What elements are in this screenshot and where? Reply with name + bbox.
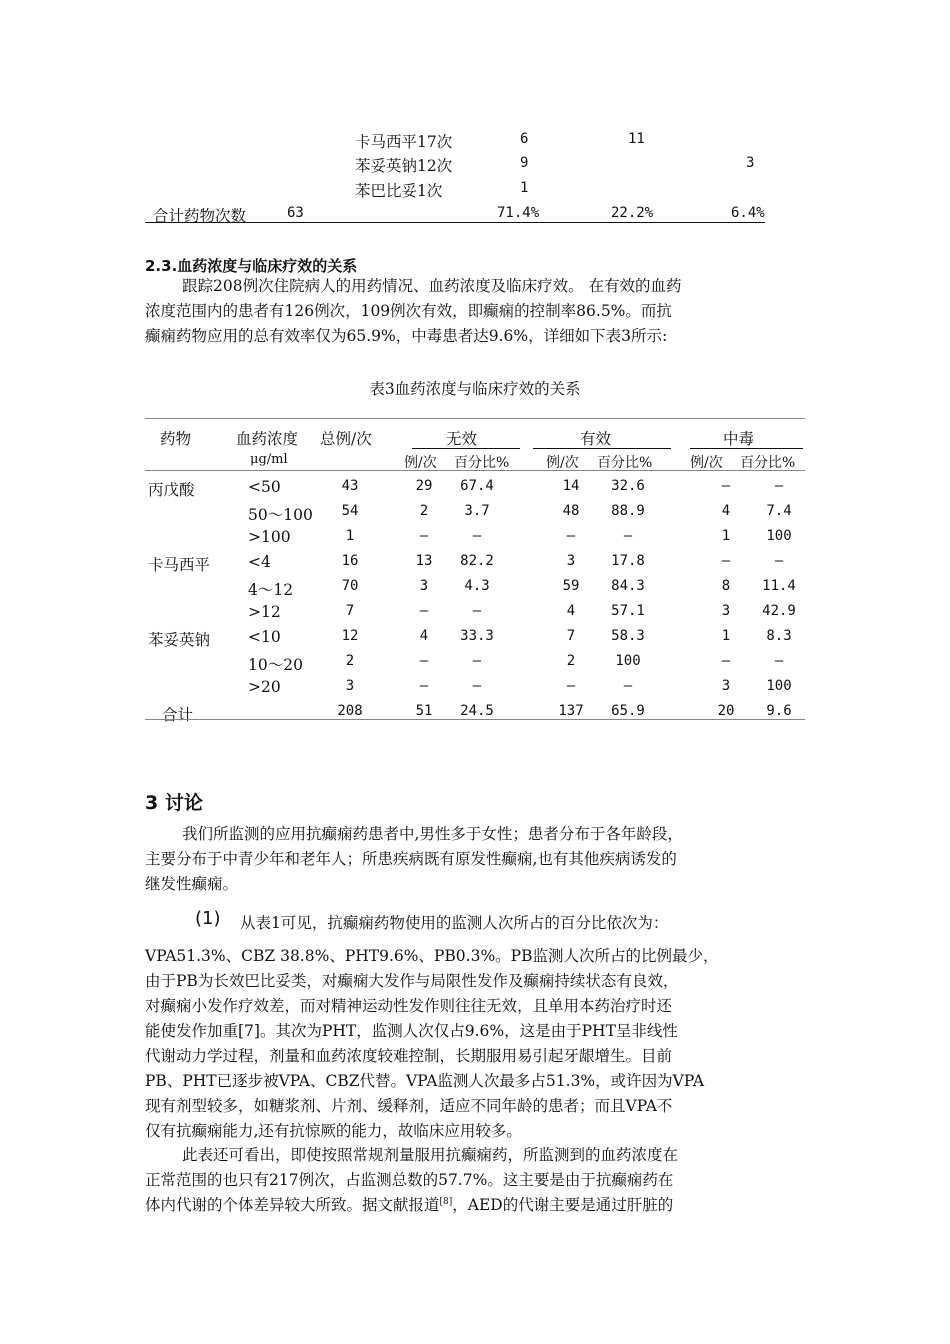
- section-23-heading: 2.3.血药浓度与临床疗效的关系: [145, 257, 358, 275]
- paragraph-line: [145, 1193, 810, 1218]
- table3-cell-bp: 58.3: [611, 628, 645, 644]
- paragraph-line: 此表还可看出，即使按照常规剂量服用抗癫痫药，所监测到的血药浓度在: [182, 1146, 679, 1164]
- paragraph-line: 主要分布于中青少年和老年人；所患疾病既有原发性癫痫,也有其他疾病诱发的: [145, 850, 677, 868]
- table3-cell-cp: —: [774, 478, 784, 494]
- prev-row-drug: 苯巴比妥1次: [355, 182, 443, 200]
- header-group-toxic: 中毒: [723, 430, 755, 448]
- table3-cell-total: 12: [341, 628, 359, 644]
- header-pct: 百分比%: [597, 455, 653, 471]
- paragraph-line: 对癫痫小发作疗效差，而对精神运动性发作则往往无效，且单用本药治疗时还: [145, 997, 673, 1015]
- table3-cell-ap: 67.4: [460, 478, 494, 494]
- table3-cell-a: 2: [419, 503, 429, 519]
- prev-row-cell: 9: [520, 155, 529, 171]
- discussion-paragraph-1: [145, 822, 810, 897]
- prev-row-drug: 苯妥英钠12次: [355, 157, 453, 175]
- group-rule: [533, 448, 671, 449]
- table3-cell-drug: 丙戊酸: [148, 481, 195, 499]
- table3-cell-a: 51: [415, 703, 433, 719]
- table3-cell-c: 8: [721, 578, 731, 594]
- paragraph-line: 我们所监测的应用抗癫痫药患者中,男性多于女性；患者分布于各年龄段，: [182, 825, 683, 843]
- table3-cell-bp: 32.6: [611, 478, 645, 494]
- table3-cell-a: —: [419, 603, 429, 619]
- table3-cell-bp: 57.1: [611, 603, 645, 619]
- table3-cell-ap: —: [472, 653, 482, 669]
- table3-cell-b: 14: [562, 478, 580, 494]
- table3-cell-ap: 4.3: [464, 578, 490, 594]
- table3-cell-c: 3: [721, 678, 731, 694]
- table3-cell-a: —: [419, 528, 429, 544]
- table3-cell-conc: >12: [248, 603, 281, 621]
- table3-cell-c: 3: [721, 603, 731, 619]
- table3-cell-b: 137: [558, 703, 584, 719]
- table3-cell-total: 208: [337, 703, 363, 719]
- table3-cell-total: 16: [341, 553, 359, 569]
- table3-cell-bp: 88.9: [611, 503, 645, 519]
- table3-cell-total: 1: [345, 528, 355, 544]
- table3-cell-a: 3: [419, 578, 429, 594]
- header-unit: μg/ml: [250, 452, 288, 467]
- table3-total-label: 合计: [162, 706, 194, 724]
- discussion-paragraph-3: [145, 1143, 810, 1218]
- table3-cell-b: 4: [566, 603, 576, 619]
- table3-cell-a: 13: [415, 553, 433, 569]
- table3-cell-total: 43: [341, 478, 359, 494]
- header-pct: 百分比%: [740, 455, 796, 471]
- table3-cell-c: 20: [717, 703, 735, 719]
- paragraph-line: 浓度范围内的患者有126例次，109例次有效，即癫痫的控制率86.5%。而抗: [145, 302, 672, 320]
- table3-cell-total: 7: [345, 603, 355, 619]
- prev-total-pct: 6.4%: [731, 205, 765, 221]
- header-cases: 例/次: [404, 455, 437, 471]
- paragraph-line: 从表1可见，抗癫痫药物使用的监测人次所占的百分比依次为：: [240, 914, 669, 932]
- table3-cell-cp: —: [774, 653, 784, 669]
- table3-cell-cp: 7.4: [766, 503, 792, 519]
- table3-cell-total: 70: [341, 578, 359, 594]
- table3-cell-bp: 17.8: [611, 553, 645, 569]
- table3-cell-conc: <10: [248, 628, 281, 646]
- paragraph-line: 代谢动力学过程，剂量和血药浓度较难控制，长期服用易引起牙龈增生。目前: [145, 1047, 673, 1065]
- table3-cell-b: 2: [566, 653, 576, 669]
- table3-cell-cp: 42.9: [762, 603, 796, 619]
- header-group-valid: 有效: [580, 430, 612, 448]
- table3-cell-cp: 8.3: [766, 628, 792, 644]
- table3-cell-ap: —: [472, 603, 482, 619]
- table3-cell-c: 4: [721, 503, 731, 519]
- prev-row-cell: 6: [520, 131, 529, 147]
- citation-ref[interactable]: [8]: [439, 1196, 453, 1207]
- prev-row-drug: 卡马西平17次: [355, 133, 453, 151]
- header-cases: 例/次: [546, 455, 579, 471]
- prev-row-cell: 11: [628, 131, 645, 147]
- item-marker: (1): [195, 908, 221, 929]
- table3-cell-cp: 9.6: [766, 703, 792, 719]
- table3-cell-c: 1: [721, 528, 731, 544]
- table3-cell-a: 29: [415, 478, 433, 494]
- table3-cell-conc: >20: [248, 678, 281, 696]
- section-3-heading: 3 讨论: [145, 792, 203, 814]
- table3-caption: 表3血药浓度与临床疗效的关系: [369, 380, 581, 398]
- table3-bottom-rule: [145, 719, 805, 720]
- table3-cell-conc: <4: [248, 553, 271, 571]
- table3-cell-bp: 65.9: [611, 703, 645, 719]
- table3-cell-ap: 3.7: [464, 503, 490, 519]
- table3-cell-conc: 50～100: [248, 506, 313, 524]
- header-pct: 百分比%: [454, 455, 510, 471]
- paragraph-line: PB、PHT已逐步被VPA、CBZ代替。VPA监测人次最多占51.3%，或许因为VPA: [145, 1072, 705, 1090]
- table3-cell-cp: 100: [766, 678, 792, 694]
- table3-cell-ap: —: [472, 528, 482, 544]
- table3-cell-ap: 33.3: [460, 628, 494, 644]
- header-cases: 例/次: [690, 455, 723, 471]
- table3-header-rule: [145, 470, 805, 471]
- table3-cell-a: —: [419, 653, 429, 669]
- table3-cell-drug: 卡马西平: [148, 556, 211, 574]
- table3-cell-ap: —: [472, 678, 482, 694]
- table3-cell-a: —: [419, 678, 429, 694]
- table3-top-rule: [145, 418, 805, 419]
- table3-cell-total: 3: [345, 678, 355, 694]
- prev-total-pct: 71.4%: [497, 205, 540, 221]
- paragraph-line: 由于PB为长效巴比妥类，对癫痫大发作与局限性发作及癫痫持续状态有良效，: [145, 972, 679, 990]
- table3-cell-b: —: [566, 528, 576, 544]
- table3-cell-ap: 82.2: [460, 553, 494, 569]
- header-conc: 血药浓度: [236, 430, 299, 448]
- prev-row-cell: 3: [746, 155, 755, 171]
- table3-cell-b: 48: [562, 503, 580, 519]
- paragraph-line: 癫痫药物应用的总有效率仅为65.9%，中毒患者达9.6%，详细如下表3所示:: [145, 327, 668, 345]
- table3-cell-ap: 24.5: [460, 703, 494, 719]
- paragraph-line: 现有剂型较多，如糖浆剂、片剂、缓释剂，适应不同年龄的患者；而且VPA不: [145, 1097, 673, 1115]
- section-23-paragraph: [145, 274, 810, 349]
- header-total: 总例/次: [320, 430, 372, 448]
- table3-cell-b: 59: [562, 578, 580, 594]
- text-run: 体内代谢的个体差异较大所致。据文献报道: [145, 1196, 440, 1214]
- table3-cell-b: —: [566, 678, 576, 694]
- table3-cell-total: 54: [341, 503, 359, 519]
- prev-total-pct: 22.2%: [611, 205, 654, 221]
- paragraph-line: 仅有抗癫痫能力,还有抗惊厥的能力，故临床应用较多。: [145, 1122, 522, 1140]
- table3-cell-bp: 100: [615, 653, 641, 669]
- table3-cell-b: 3: [566, 553, 576, 569]
- paragraph-line: 能使发作加重[7]。其次为PHT，监测人次仅占9.6%，这是由于PHT呈非线性: [145, 1022, 678, 1040]
- paragraph-line: 跟踪208例次住院病人的用药情况、血药浓度及临床疗效。 在有效的血药: [182, 277, 682, 295]
- table3-cell-cp: 100: [766, 528, 792, 544]
- table3-cell-bp: —: [623, 678, 633, 694]
- table3-cell-conc: >100: [248, 528, 291, 546]
- group-rule: [412, 448, 520, 449]
- table3-cell-cp: 11.4: [762, 578, 796, 594]
- prev-row-cell: 1: [520, 180, 529, 196]
- table3-cell-a: 4: [419, 628, 429, 644]
- table3-cell-c: —: [721, 553, 731, 569]
- discussion-paragraph-2: [145, 944, 810, 1144]
- table3-cell-bp: 84.3: [611, 578, 645, 594]
- paragraph-line: VPA51.3%、CBZ 38.8%、PHT9.6%、PB0.3%。PB监测人次所占的比例最少，: [145, 947, 719, 965]
- prev-table-bottom-rule: [145, 222, 765, 223]
- paragraph-line: 继发性癫痫。: [145, 875, 239, 893]
- table3-cell-cp: —: [774, 553, 784, 569]
- table3-cell-total: 2: [345, 653, 355, 669]
- table3-cell-conc: 10～20: [248, 656, 303, 674]
- table3-cell-b: 7: [566, 628, 576, 644]
- prev-total-count: 63: [287, 205, 304, 221]
- group-rule: [690, 448, 803, 449]
- table3-cell-conc: <50: [248, 478, 281, 496]
- text-run: ，AED的代谢主要是通过肝脏的: [452, 1196, 674, 1214]
- header-drug: 药物: [160, 430, 192, 448]
- prev-total-label: 合计药物次数: [153, 207, 247, 225]
- table3-cell-drug: 苯妥英钠: [148, 631, 211, 649]
- header-group-invalid: 无效: [446, 430, 478, 448]
- table3-cell-conc: 4～12: [248, 581, 294, 599]
- table3-cell-c: —: [721, 478, 731, 494]
- table3-cell-c: 1: [721, 628, 731, 644]
- table3-cell-c: —: [721, 653, 731, 669]
- paragraph-line: 正常范围的也只有217例次，占监测总数的57.7%。这主要是由于抗癫痫药在: [145, 1171, 674, 1189]
- table3-cell-bp: —: [623, 528, 633, 544]
